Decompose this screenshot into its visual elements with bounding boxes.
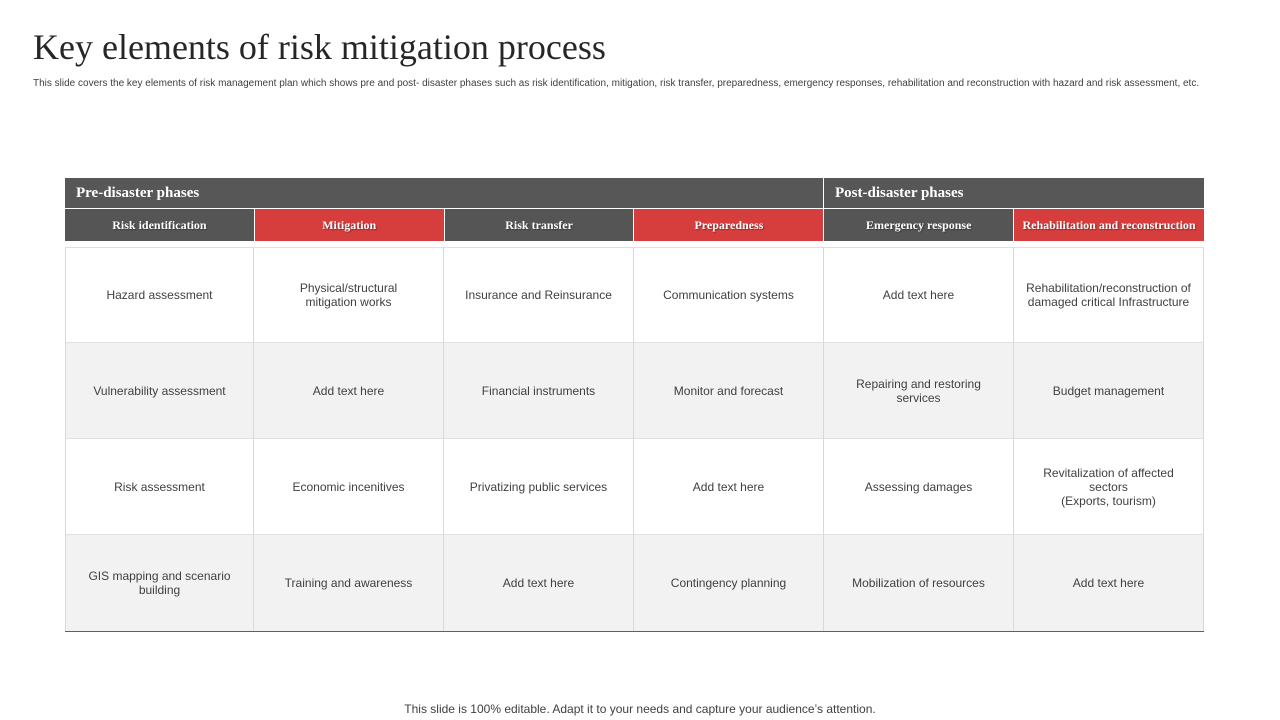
table-cell: Mobilization of resources: [824, 535, 1014, 631]
category-emergency-response: Emergency response: [824, 208, 1013, 241]
table-cell: Monitor and forecast: [634, 343, 824, 439]
table-cell: Add text here: [1014, 535, 1204, 631]
slide-description: This slide covers the key elements of risk management plan which shows pre and post- disaster phases such as risk identification, mitigation, risk transfer, preparedness, emergency responses, rehabilitation and reconstruction with hazard and risk assessment, etc.: [33, 78, 1200, 89]
table-cell: Contingency planning: [634, 535, 824, 631]
table-cell: Economic incenitives: [254, 439, 444, 535]
table-cell: Add text here: [444, 535, 634, 631]
table-cell: GIS mapping and scenario building: [65, 535, 254, 631]
table-cell: Assessing damages: [824, 439, 1014, 535]
table-cell: Add text here: [634, 439, 824, 535]
table-cell: Revitalization of affected sectors (Exports, tourism): [1014, 439, 1204, 535]
page-title: Key elements of risk mitigation process: [33, 27, 606, 67]
category-risk-identification: Risk identification: [65, 208, 254, 241]
footer-note: This slide is 100% editable. Adapt it to your needs and capture your audience’s attention.: [404, 702, 876, 716]
table-cell: Privatizing public services: [444, 439, 634, 535]
category-mitigation: Mitigation: [255, 208, 444, 241]
category-risk-transfer: Risk transfer: [445, 208, 634, 241]
phase-header-row: [65, 178, 1204, 208]
table-cell: Training and awareness: [254, 535, 444, 631]
table-row: [65, 535, 1204, 631]
table-cell: Hazard assessment: [65, 247, 254, 343]
post-disaster-phase-header: Post-disaster phases: [824, 178, 1204, 208]
table-cell: Repairing and restoring services: [824, 343, 1014, 439]
table-row: [65, 343, 1204, 439]
table-cell: Add text here: [824, 247, 1014, 343]
table-cell: Insurance and Reinsurance: [444, 247, 634, 343]
table-cell: Add text here: [254, 343, 444, 439]
category-rehabilitation-reconstruction: Rehabilitation and reconstruction: [1014, 208, 1204, 241]
pre-disaster-phase-header: Pre-disaster phases: [65, 178, 824, 208]
table-cell: Rehabilitation/reconstruction of damaged critical Infrastructure: [1014, 247, 1204, 343]
table-cell: Vulnerability assessment: [65, 343, 254, 439]
category-preparedness: Preparedness: [634, 208, 823, 241]
table-cell: Risk assessment: [65, 439, 254, 535]
table-cell: Communication systems: [634, 247, 824, 343]
table-body: [65, 247, 1204, 632]
table-cell: Budget management: [1014, 343, 1204, 439]
table-row: [65, 247, 1204, 343]
category-header-row: [65, 208, 1204, 241]
table-row: [65, 439, 1204, 535]
risk-mitigation-table: [65, 178, 1204, 632]
table-cell: Financial instruments: [444, 343, 634, 439]
table-cell: Physical/structural mitigation works: [254, 247, 444, 343]
